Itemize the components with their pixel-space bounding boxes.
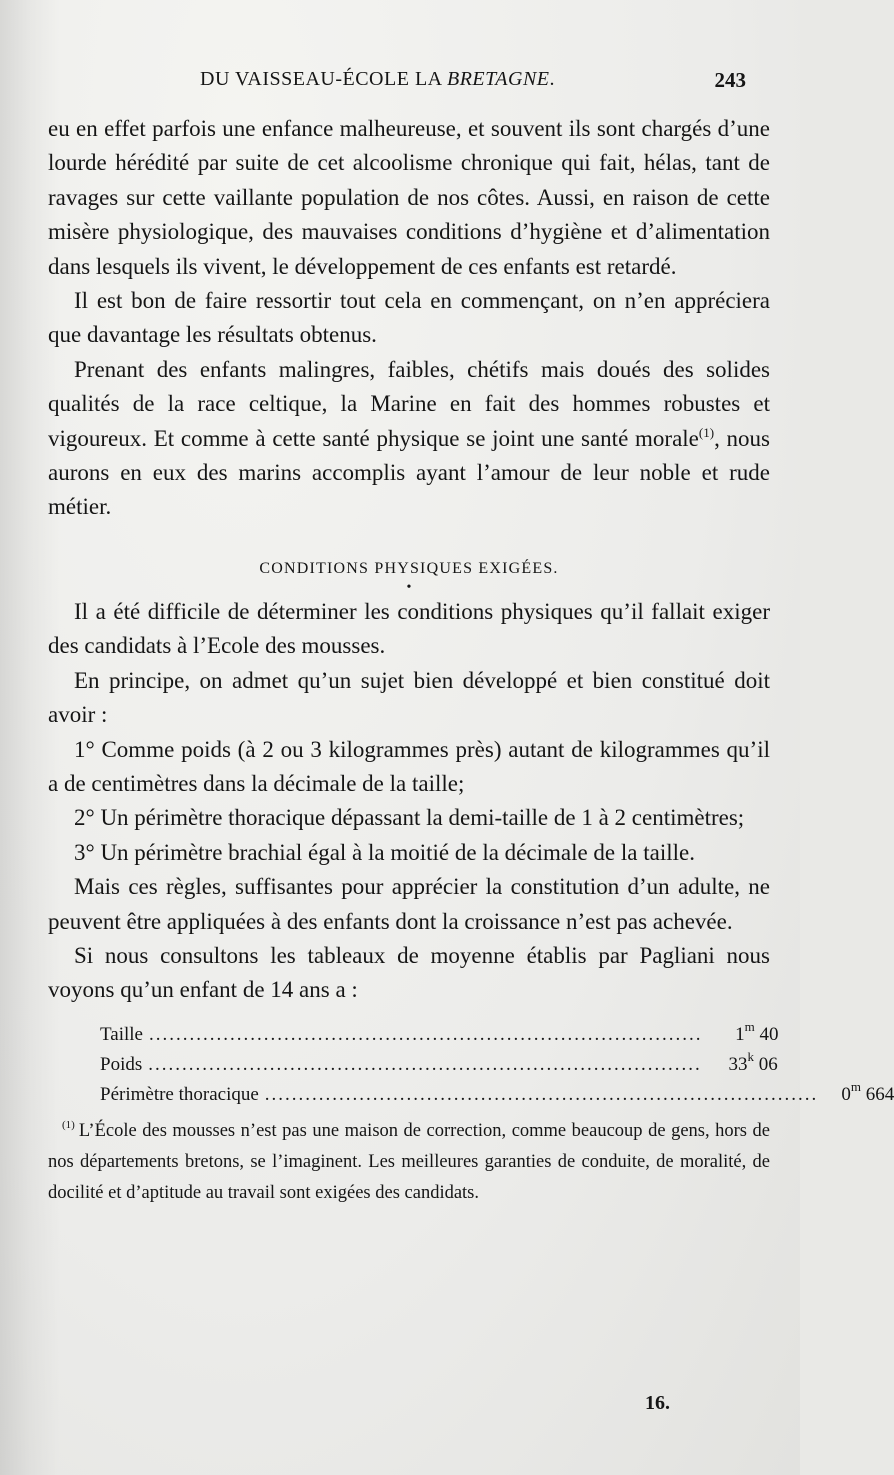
measurements-table bbox=[100, 1018, 894, 1110]
measure-row-taille bbox=[100, 1018, 779, 1050]
paragraph-4: Il a été difficile de déterminer les conditions physiques qu’il fallait exiger des candidats à l’Ecole des mousses. bbox=[48, 598, 770, 659]
measure-value: 1$^m$ 40 bbox=[735, 1018, 779, 1045]
measure-row-perimetre bbox=[100, 1078, 894, 1110]
paragraph-5: En principe, on admet qu’un sujet bien développé et bien constitué doit avoir : bbox=[48, 667, 770, 728]
footnote-reference: (1) bbox=[698, 424, 715, 440]
paragraph-9: Mais ces règles, suffisantes pour apprécier la constitution d’un adulte, ne peuvent être appliquées à des enfants dont la croissance n’est pas achevée. bbox=[48, 874, 770, 934]
condition-1: 1° Comme poids (à 2 ou 3 kilogrammes près) autant de kilogrammes qu’il a de centimètres dans la décimale de la taille; bbox=[48, 736, 770, 796]
paragraph-3-part-b: , nous aurons en eux des marins accomplis ayant l’amour de leur noble et rude métier. bbox=[48, 425, 771, 520]
running-head bbox=[200, 68, 555, 91]
page-number: 243 bbox=[714, 68, 746, 92]
paragraph-3 bbox=[48, 353, 770, 525]
measure-label: Périmètre thoracique bbox=[100, 1083, 259, 1105]
leader-dots: .................................................................................. bbox=[264, 1083, 819, 1105]
measure-label: Poids bbox=[100, 1053, 143, 1075]
running-head-end: . bbox=[549, 68, 556, 90]
running-head-text: DU VAISSEAU-ÉCOLE LA bbox=[200, 68, 447, 90]
condition-2: 2° Un périmètre thoracique dépassant la demi-taille de 1 à 2 centimètres; bbox=[74, 805, 745, 831]
measure-value: 33$^k$ 06 bbox=[728, 1048, 778, 1075]
signature-mark: 16. bbox=[645, 1392, 670, 1414]
leader-dots: .................................................................................. bbox=[148, 1023, 703, 1045]
page-header bbox=[0, 68, 800, 108]
page-body bbox=[48, 112, 894, 1209]
paragraph-10: Si nous consultons les tableaux de moyenne établis par Pagliani nous voyons qu’un enfant de 14 ans a : bbox=[48, 942, 770, 1003]
condition-3: 3° Un périmètre brachial égal à la moitié de la décimale de la taille. bbox=[74, 839, 695, 865]
footnote-text: L’École des mousses n’est pas une maison de correction, comme beaucoup de gens, hors de nos départements bretons, se l’imaginent. Les meilleures garanties de conduite, de moralité, de docilité et d’aptitude au travail sont exigées des candidats. bbox=[48, 1120, 770, 1203]
measure-value: 0$^m$ 664 bbox=[841, 1078, 894, 1105]
section-title: CONDITIONS PHYSIQUES EXIGÉES. bbox=[259, 559, 559, 577]
measure-label: Taille bbox=[100, 1023, 143, 1045]
leader-dots: .................................................................................. bbox=[148, 1053, 702, 1075]
running-head-italic: BRETAGNE bbox=[447, 68, 550, 90]
measure-row-poids bbox=[100, 1048, 778, 1080]
footnote-mark: (1) bbox=[62, 1118, 75, 1131]
paragraph-1: eu en effet parfois une enfance malheureuse, et souvent ils sont chargés d’une lourde hérédité par suite de cet alcoolisme chronique qui fait, hélas, tant de ravages sur cette vaillante population de nos côtes. Aussi, en raison de cette misère physiologique, des mauvaises conditions d’hygiène et d’alimentation dans lesquels ils vivent, le développement de ces enfants est retardé. bbox=[48, 116, 770, 279]
section-ornament: • bbox=[406, 579, 412, 595]
footnote bbox=[48, 1110, 770, 1209]
paragraph-3-part-a: Prenant des enfants malingres, faibles, chétifs mais doués des solides qualités de la race celtique, la Marine en fait des hommes robustes et vigoureux. Et comme à cette santé physique se joint une santé morale bbox=[48, 356, 770, 451]
paragraph-2: Il est bon de faire ressortir tout cela en commençant, on n’en appréciera que davantage les résultats obtenus. bbox=[48, 288, 770, 348]
